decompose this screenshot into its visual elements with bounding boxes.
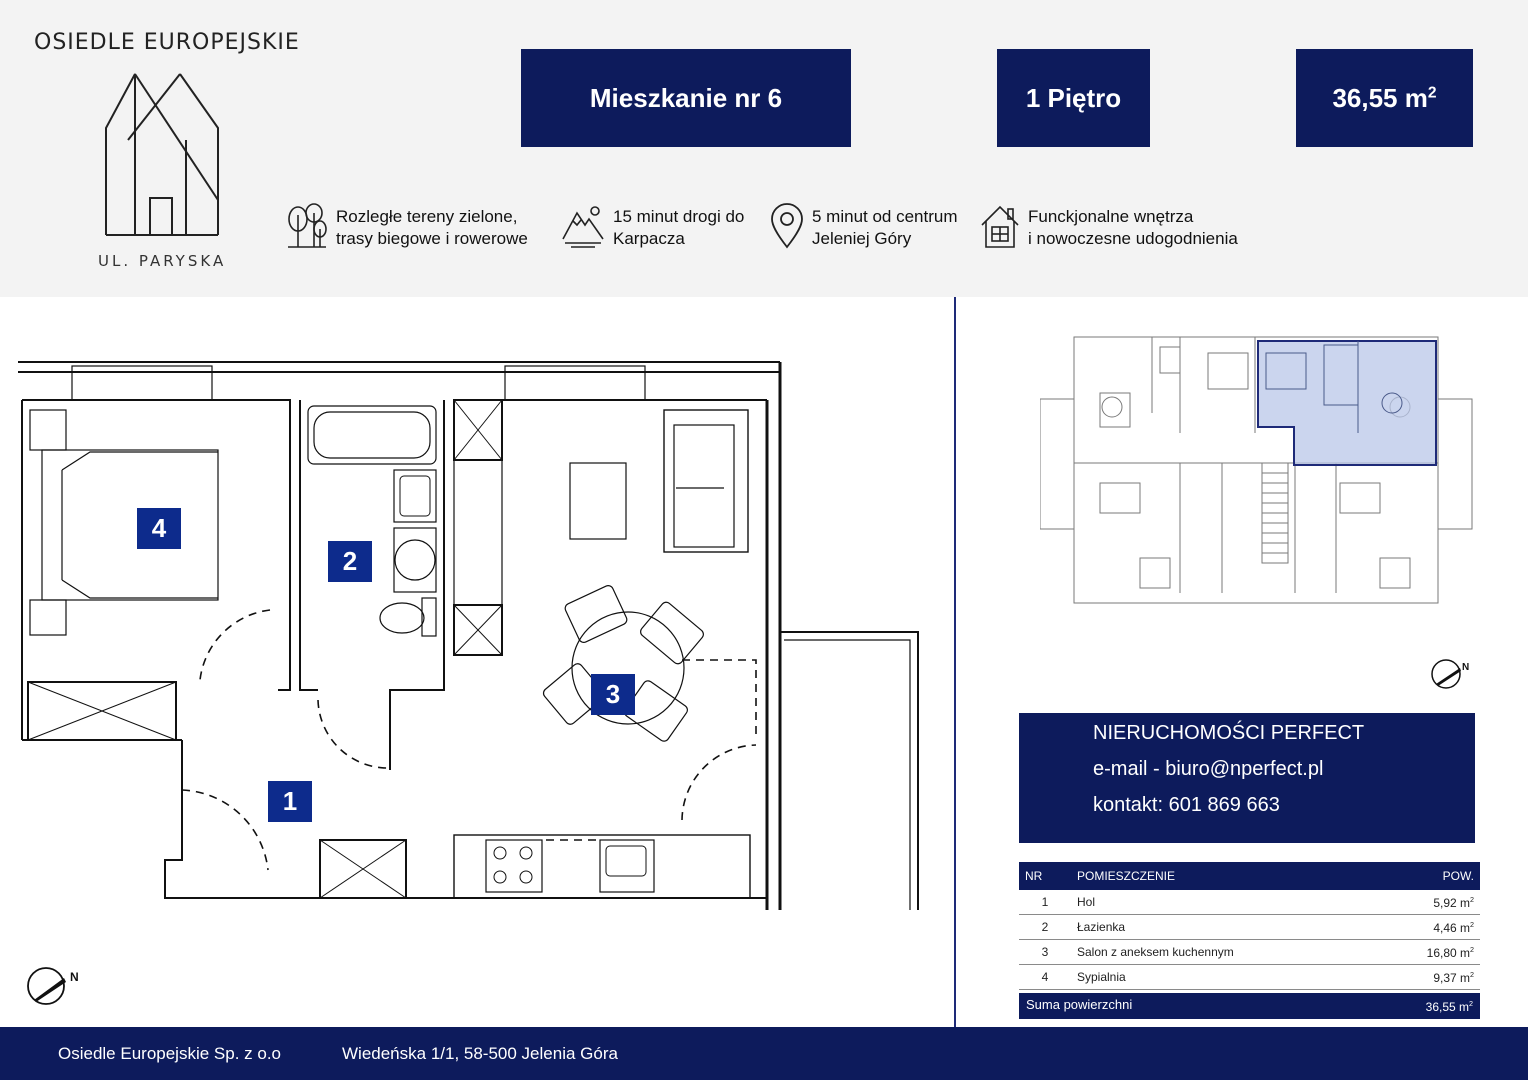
col-room: POMIESZCZENIE	[1071, 862, 1374, 890]
street-name: UL. PARYSKA	[98, 252, 227, 270]
floor-plan	[0, 297, 950, 1027]
row-nr: 4	[1019, 965, 1071, 990]
area-value: 36,55 $m^2$	[1332, 82, 1437, 113]
room-label-2: 2	[328, 541, 372, 582]
col-nr: NR	[1019, 862, 1071, 890]
total-area-label: Suma powierzchni	[1026, 997, 1133, 1012]
footer-address: Wiedeńska 1/1, 58-500 Jelenia Góra	[342, 1044, 618, 1063]
floor-label: 1 Piętro	[1025, 82, 1122, 113]
row-nr: 1	[1019, 890, 1071, 915]
total-area-value: 36,55 $m^2$	[1425, 999, 1473, 1014]
contact-box	[1019, 713, 1475, 843]
row-area: 4,46 $m^2$	[1374, 915, 1480, 940]
feature-karpacz	[561, 203, 744, 250]
col-area: POW.	[1374, 862, 1480, 890]
house-logo-icon	[100, 70, 225, 245]
footer	[0, 1027, 1528, 1080]
feature-line: 15 minut drogi do	[613, 207, 745, 226]
compass-north-label: N	[70, 970, 79, 984]
feature-line: Funckjonalne wnętrza	[1028, 207, 1194, 226]
feature-green-areas	[286, 203, 528, 250]
feature-line: Rozległe tereny zielone,	[336, 207, 518, 226]
room-label-4: 4	[137, 508, 181, 549]
brand-name: OSIEDLE EUROPEJSKIE	[34, 30, 300, 55]
feature-line: trasy biegowe i rowerowe	[336, 229, 528, 248]
row-nr: 2	[1019, 915, 1071, 940]
trees-icon	[286, 203, 328, 249]
mountain-icon	[561, 203, 605, 249]
feature-city-center	[770, 203, 958, 250]
contact-phone[interactable]: kontakt: 601 869 663	[1093, 794, 1280, 816]
location-pin-icon	[770, 203, 804, 249]
row-area: 9,37 $m^2$	[1374, 965, 1480, 990]
table-row	[1019, 890, 1480, 915]
table-row	[1019, 940, 1480, 965]
row-room: Sypialnia	[1071, 965, 1374, 990]
table-header-row	[1019, 862, 1480, 890]
room-label-3: 3	[591, 674, 635, 715]
contact-email[interactable]: e-mail - biuro@nperfect.pl	[1093, 758, 1324, 780]
row-room: Łazienka	[1071, 915, 1374, 940]
table-row	[1019, 965, 1480, 990]
rooms-table	[1019, 862, 1480, 990]
feature-line: i nowoczesne udogodnienia	[1028, 229, 1238, 248]
footer-company: Osiedle Europejskie Sp. z o.o	[58, 1044, 282, 1063]
total-area-row	[1019, 993, 1480, 1019]
apartment-badge	[521, 49, 851, 147]
feature-line: Jeleniej Góry	[812, 229, 912, 248]
header	[0, 0, 1528, 297]
row-nr: 3	[1019, 940, 1071, 965]
area-badge	[1296, 49, 1473, 147]
feature-interiors	[980, 203, 1238, 250]
table-row	[1019, 915, 1480, 940]
row-room: Hol	[1071, 890, 1374, 915]
row-area: 16,80 $m^2$	[1374, 940, 1480, 965]
vertical-divider	[954, 297, 956, 1027]
building-overview-plan	[1040, 333, 1480, 613]
floor-badge	[997, 49, 1150, 147]
row-room: Salon z aneksem kuchennym	[1071, 940, 1374, 965]
room-label-1: 1	[268, 781, 312, 822]
row-area: 5,92 $m^2$	[1374, 890, 1480, 915]
company-name: NIERUCHOMOŚCI PERFECT	[1093, 722, 1365, 744]
feature-line: Karpacza	[613, 229, 685, 248]
compass-small-north-label: N	[1462, 662, 1470, 673]
apartment-number: Mieszkanie nr 6	[589, 82, 783, 113]
house-icon	[980, 203, 1020, 249]
feature-line: 5 minut od centrum	[812, 207, 958, 226]
